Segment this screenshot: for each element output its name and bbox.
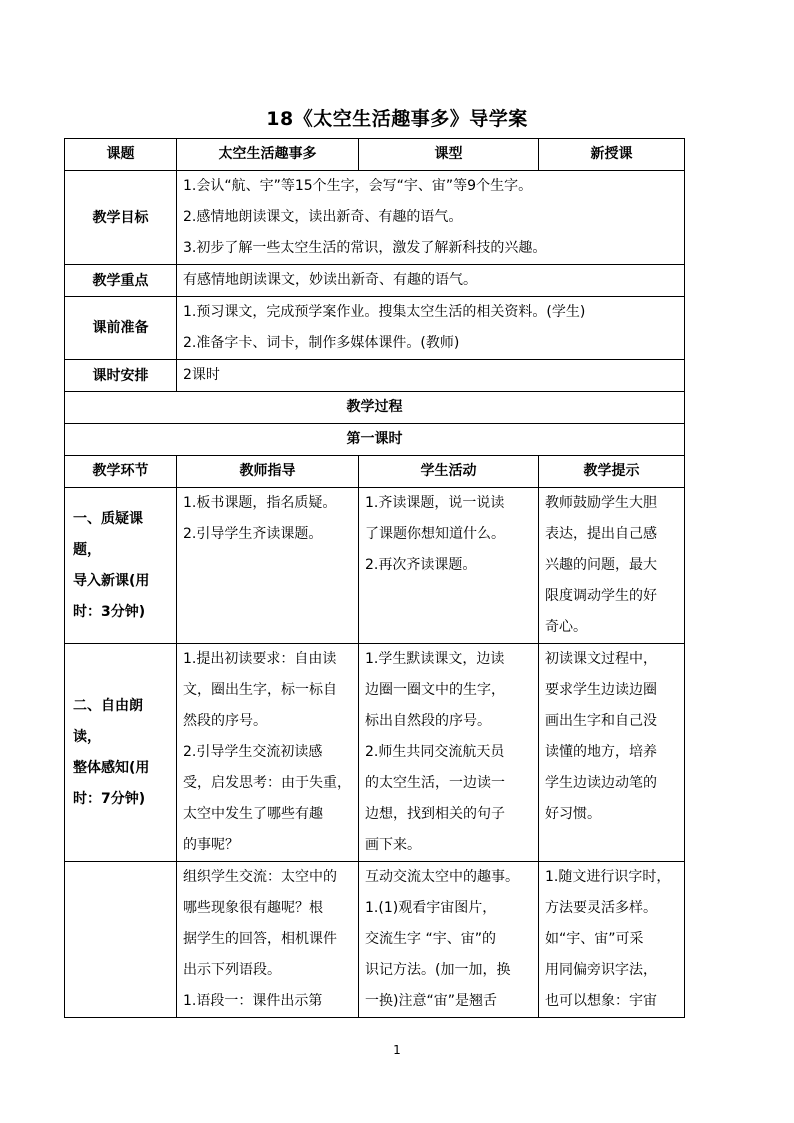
- tips-line: 限度调动学生的好: [545, 588, 657, 604]
- tips-line: 如“宇、宙”可采: [545, 931, 644, 947]
- focus-label: 教学重点: [65, 265, 177, 297]
- column-header-tips: 教学提示: [539, 456, 685, 488]
- teacher-line: 据学生的回答，相机课件: [183, 931, 337, 947]
- type-label: 课型: [359, 139, 539, 171]
- teacher-line: 受，启发思考：由于失重，: [183, 775, 351, 791]
- teacher-line: 2.引导学生交流初读感: [183, 744, 323, 760]
- tips-line: 方法要灵活多样。: [545, 900, 657, 916]
- prep-item: 1.预习课文，完成预学案作业。搜集太空生活的相关资料。(学生): [183, 304, 586, 320]
- stage-line: 导入新课(用: [73, 572, 150, 589]
- tips-line: 好习惯。: [545, 806, 601, 822]
- tips-line: 表达，提出自己感: [545, 526, 657, 542]
- time-label: 课时安排: [65, 360, 177, 392]
- student-line: 一换)注意“宙”是翘舌: [365, 993, 497, 1009]
- stage-line: 时：7分钟): [73, 790, 146, 807]
- teacher-line: 出示下列语段。: [183, 962, 281, 978]
- table-row: [65, 862, 685, 1018]
- student-line: 2.再次齐读课题。: [365, 557, 477, 573]
- teacher-line: 太空中发生了哪些有趣: [183, 806, 323, 822]
- stage-cell: [65, 644, 177, 862]
- prep-cell: [177, 297, 685, 360]
- teacher-line: 2.引导学生齐读课题。: [183, 526, 323, 542]
- column-header-teacher: 教师指导: [177, 456, 359, 488]
- stage-line: 整体感知(用: [73, 759, 150, 776]
- tips-line: 教师鼓励学生大胆: [545, 495, 657, 511]
- student-line: 2.师生共同交流航天员: [365, 744, 505, 760]
- tips-line: 兴趣的问题，最大: [545, 557, 657, 573]
- tips-cell: [539, 488, 685, 644]
- student-cell: [359, 644, 539, 862]
- course-label: 课题: [65, 139, 177, 171]
- column-header-student: 学生活动: [359, 456, 539, 488]
- stage-line: 一、质疑课题，: [73, 510, 143, 558]
- teacher-cell: [177, 488, 359, 644]
- tips-line: 画出生字和自己没: [545, 713, 657, 729]
- teacher-line: 的事呢？: [183, 837, 239, 853]
- focus-value: 有感情地朗读课文，妙读出新奇、有趣的语气。: [177, 265, 685, 297]
- goal-item: 2.感情地朗读课文，读出新奇、有趣的语气。: [183, 209, 463, 225]
- stage-cell: [65, 862, 177, 1018]
- tips-line: 也可以想象：宇宙: [545, 993, 657, 1009]
- teacher-line: 1.板书课题，指名质疑。: [183, 495, 337, 511]
- prep-label: 课前准备: [65, 297, 177, 360]
- table-row: [65, 488, 685, 644]
- teacher-line: 1.语段一：课件出示第: [183, 993, 323, 1009]
- goal-item: 3.初步了解一些太空生活的常识，激发了解新科技的兴趣。: [183, 240, 547, 256]
- student-line: 1.学生默读课文，边读: [365, 651, 505, 667]
- tips-line: 学生边读边动笔的: [545, 775, 657, 791]
- lesson-plan-table: [64, 138, 685, 1018]
- goals-cell: [177, 171, 685, 265]
- student-line: 的太空生活，一边读一: [365, 775, 505, 791]
- process-heading: 教学过程: [65, 392, 685, 424]
- teacher-line: 哪些现象很有趣呢？根: [183, 900, 323, 916]
- table-row: [65, 644, 685, 862]
- tips-line: 初读课文过程中，: [545, 651, 657, 667]
- tips-cell: [539, 862, 685, 1018]
- student-line: 边想，找到相关的句子: [365, 806, 505, 822]
- stage-line: 时：3分钟): [73, 603, 146, 620]
- student-line: 边圈一圈文中的生字，: [365, 682, 505, 698]
- prep-item: 2.准备字卡、词卡，制作多媒体课件。(教师): [183, 335, 460, 351]
- student-line: 了课题你想知道什么。: [365, 526, 505, 542]
- goals-label: 教学目标: [65, 171, 177, 265]
- tips-line: 1.随文进行识字时，: [545, 869, 671, 885]
- tips-line: 用同偏旁识字法，: [545, 962, 657, 978]
- page-number: 1: [393, 1043, 401, 1057]
- stage-line: 二、自由朗读，: [73, 697, 143, 745]
- time-value: 2课时: [177, 360, 685, 392]
- tips-line: 奇心。: [545, 619, 587, 635]
- student-line: 1.齐读课题，说一说读: [365, 495, 505, 511]
- teacher-line: 1.提出初读要求：自由读: [183, 651, 337, 667]
- tips-cell: [539, 644, 685, 862]
- teacher-cell: [177, 644, 359, 862]
- student-line: 交流生字 “宇、宙”的: [365, 931, 496, 947]
- document-title: 18《太空生活趣事多》导学案: [266, 108, 528, 130]
- type-value: 新授课: [539, 139, 685, 171]
- student-cell: [359, 488, 539, 644]
- lesson-heading: 第一课时: [65, 424, 685, 456]
- student-line: 识记方法。(加一加，换: [365, 962, 511, 978]
- course-value: 太空生活趣事多: [177, 139, 359, 171]
- student-line: 标出自然段的序号。: [365, 713, 491, 729]
- teacher-line: 然段的序号。: [183, 713, 267, 729]
- tips-line: 读懂的地方，培养: [545, 744, 657, 760]
- goal-item: 1.会认“航、宇”等15个生字，会写“宇、宙”等9个生字。: [183, 178, 533, 194]
- stage-cell: [65, 488, 177, 644]
- student-cell: [359, 862, 539, 1018]
- teacher-cell: [177, 862, 359, 1018]
- tips-line: 要求学生边读边圈: [545, 682, 657, 698]
- student-line: 1.(1)观看宇宙图片，: [365, 900, 497, 916]
- student-line: 互动交流太空中的趣事。: [365, 869, 519, 885]
- student-line: 画下来。: [365, 837, 421, 853]
- teacher-line: 文，圈出生字，标一标自: [183, 682, 337, 698]
- column-header-stage: 教学环节: [65, 456, 177, 488]
- teacher-line: 组织学生交流：太空中的: [183, 869, 337, 885]
